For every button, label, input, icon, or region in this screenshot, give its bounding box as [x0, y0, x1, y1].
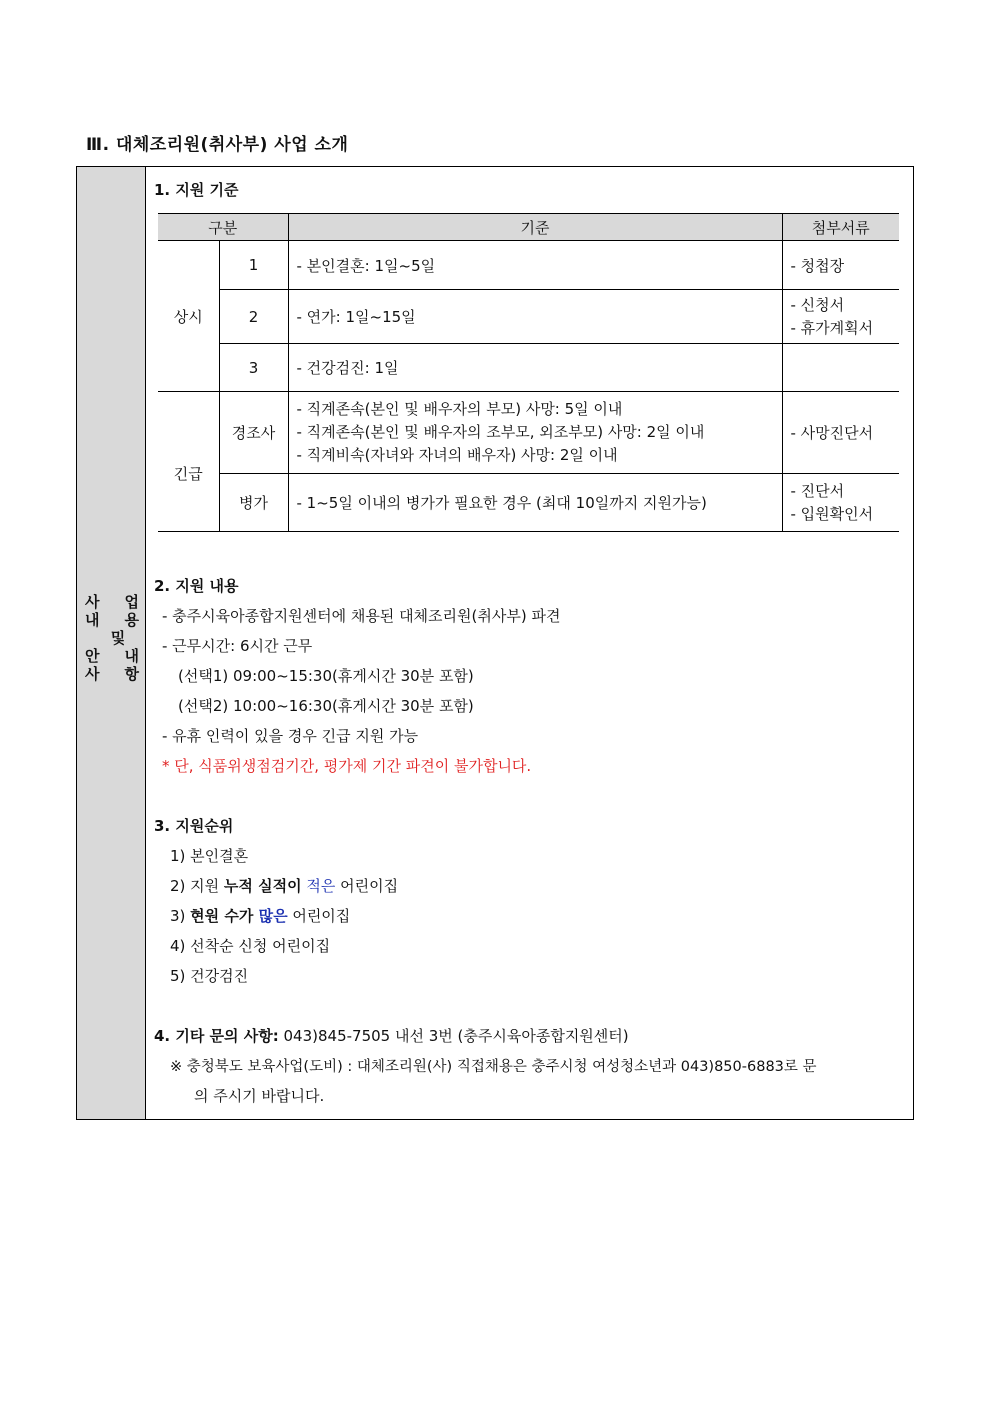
priority-item: [170, 905, 350, 926]
table-row: [158, 474, 899, 532]
side-label: [83, 593, 141, 683]
side-char: 업: [124, 593, 139, 611]
priority-item: 4) 선착순 신청 어린이집: [170, 937, 331, 955]
side-char: 안: [85, 647, 100, 665]
row-sub: 2: [219, 290, 288, 344]
row-sub: 병가: [219, 474, 288, 532]
support-content-line: - 충주시육아종합지원센터에 채용된 대체조리원(취사부) 파견: [162, 607, 561, 625]
table-row: [158, 290, 899, 344]
header-criteria: 기준: [288, 214, 782, 241]
doc-item: - 진단서: [790, 481, 845, 500]
table-row: [158, 344, 899, 392]
side-char: 용: [124, 611, 139, 629]
side-char: 사: [85, 593, 100, 611]
criteria-line: - 직계비속(자녀와 자녀의 배우자) 사망: 2일 이내: [296, 446, 618, 464]
content-column: [146, 167, 913, 1119]
support-content-line: - 유휴 인력이 있을 경우 긴급 지원 가능: [162, 727, 419, 745]
row-docs: [782, 344, 899, 392]
restriction-note: * 단, 식품위생점검기간, 평가제 기간 파견이 불가합니다.: [162, 757, 532, 775]
section3-heading: 3. 지원순위: [154, 817, 234, 835]
row-sub: 1: [219, 241, 288, 290]
contact-line: [154, 1025, 629, 1046]
table-row: [158, 241, 899, 290]
table-row: [158, 392, 899, 474]
support-content-line: (선택2) 10:00~16:30(휴게시간 30분 포함): [178, 697, 474, 715]
priority-item: 5) 건강검진: [170, 967, 249, 985]
info-frame: [76, 166, 914, 1120]
support-content-line: (선택1) 09:00~15:30(휴게시간 30분 포함): [178, 667, 474, 685]
priority-text: 3): [170, 907, 191, 925]
side-char: 내: [124, 647, 139, 665]
side-char: 및: [110, 629, 126, 647]
page-title: Ⅲ. 대체조리원(취사부) 사업 소개: [86, 135, 349, 155]
section2-heading: 2. 지원 내용: [154, 577, 239, 595]
row-sub: 3: [219, 344, 288, 392]
contact-note: ※ 충청북도 보육사업(도비) : 대체조리원(사) 직접채용은 충주시청 여성청소년과 043)850-6883로 문: [170, 1059, 817, 1075]
group-emergency: 긴급: [158, 392, 219, 532]
doc-item: - 입원확인서: [790, 504, 874, 523]
side-char: 내: [85, 611, 100, 629]
criteria-table: [158, 213, 899, 532]
priority-text: 어린이집: [287, 907, 351, 925]
table-header-row: [158, 214, 899, 241]
doc-item: - 휴가계획서: [790, 318, 874, 337]
section1-heading: 1. 지원 기준: [154, 181, 239, 199]
support-content-line: - 근무시간: 6시간 근무: [162, 637, 313, 655]
priority-text: 2) 지원: [170, 877, 224, 895]
criteria-line: - 직계존속(본인 및 배우자의 조부모, 외조부모) 사망: 2일 이내: [296, 423, 705, 441]
doc-item: - 신청서: [790, 295, 845, 314]
row-docs: [782, 474, 899, 532]
priority-highlight: 적은: [301, 877, 336, 895]
row-docs: - 사망진단서: [782, 392, 899, 474]
row-criteria: - 연가: 1일~15일: [288, 290, 782, 344]
row-criteria: [288, 392, 782, 474]
row-docs: - 청첩장: [782, 241, 899, 290]
row-sub: 경조사: [219, 392, 288, 474]
row-criteria: - 1~5일 이내의 병가가 필요한 경우 (최대 10일까지 지원가능): [288, 474, 782, 532]
side-char: 사: [85, 665, 100, 683]
header-documents: 첨부서류: [782, 214, 899, 241]
side-column: [77, 167, 146, 1119]
priority-item: [170, 875, 398, 896]
contact-note: 의 주시기 바랍니다.: [194, 1087, 325, 1105]
priority-emphasis: 누적 실적이: [223, 877, 302, 895]
criteria-line: - 직계존속(본인 및 배우자의 부모) 사망: 5일 이내: [296, 400, 623, 418]
side-char: 항: [124, 665, 139, 683]
priority-item: 1) 본인결혼: [170, 847, 249, 865]
contact-info: 043)845-7505 내선 3번 (충주시육아종합지원센터): [278, 1027, 629, 1045]
row-docs: [782, 290, 899, 344]
group-regular: 상시: [158, 241, 219, 392]
row-criteria: - 본인결혼: 1일~5일: [288, 241, 782, 290]
section4-heading: 4. 기타 문의 사항:: [154, 1027, 279, 1045]
priority-highlight: 많은: [253, 907, 288, 925]
row-criteria: - 건강검진: 1일: [288, 344, 782, 392]
priority-text: 어린이집: [335, 877, 399, 895]
header-category: 구분: [158, 214, 288, 241]
priority-emphasis: 현원 수가: [190, 907, 254, 925]
